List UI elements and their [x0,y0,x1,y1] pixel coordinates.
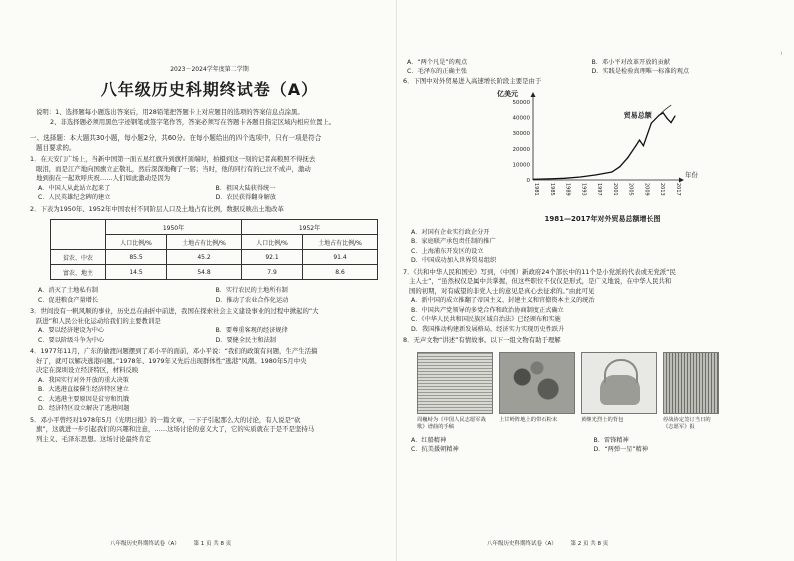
x-tick-label: 2009 [643,183,650,197]
data-point [643,145,644,146]
option-c[interactable]: C．毛泽东的正确主张 [407,68,468,76]
data-point [619,167,620,168]
question-2 [30,205,389,305]
x-axis-label: 年份 [685,171,698,180]
option-b[interactable]: B．雷锋精神 [593,436,629,444]
option-d[interactable]: D．实践是检验真理唯一标准的观点 [591,68,690,76]
page-footer: 八年级历史科期终试卷（A） 第 2 页 共 8 页 [487,541,609,547]
artifact-soil [499,352,575,432]
data-point [635,146,636,147]
section-heading [30,133,389,153]
section-line: 一、选择题：本大题共30小题，每小题2分，共60分。在每小题给出的四个选项中，只有一项是符合 [30,134,322,143]
question-text: 眼泪，而是江产地向国旗立正敬礼，然后深深地鞠了一躬；当时，他的同行有的已泣不成声，激动 [36,164,311,173]
table-col-header: 人口比例/% [106,235,167,250]
table-row [51,265,378,280]
option-d[interactable]: D．“两弹一星”精神 [593,446,648,454]
question-1 [30,155,389,203]
option-b[interactable]: B．实行农民的土地所有制 [215,287,288,295]
data-point [627,158,628,159]
question-text: 地到街在一起欢呼庆祝……人们如此激动是因为 [36,174,171,183]
land-reform-table [50,219,378,280]
table-cell: 14.5 [106,265,167,280]
newspaper-image [663,352,719,414]
option-a[interactable]: A．中国人从此站立起来了 [38,184,111,192]
data-point [674,116,675,117]
row-label: 贫农、中农 [51,250,106,265]
artifact-caption: 周巍峙为《中国人民志愿军战歌》谱曲的手稿 [417,416,486,431]
artifact-newspaper [663,352,719,432]
option-d[interactable]: D．要健全民主和法制 [215,336,276,344]
table-cell: 91.4 [303,250,378,265]
instruction-line: 2、非选择题必须用黑色字迹钢笔或签字笔作答，答案必须写在答题卡各题目指定区域内相应位置上。 [50,117,336,126]
row-label: 富农、地主 [51,265,106,280]
x-tick-label: 2013 [659,183,666,197]
data-point [564,178,565,179]
option-c[interactable]: C．人民英雄纪念碑的建立 [38,194,111,202]
table-col-header: 土地占有比例/% [167,235,242,250]
option-d[interactable]: D．经济特区设立解决了逃港问题 [38,405,130,413]
y-tick-label: 0 [526,178,530,185]
table-year-header: 1952年 [242,220,378,235]
option-a[interactable]: A．新中国的成立推翻了帝国主义、封建主义和官僚资本主义的统治 [411,297,595,305]
option-a[interactable]: A．红船精神 [411,436,447,444]
artifact-gallery [417,352,772,432]
question-text: 决定在深圳设立经济特区，材料反映 [36,366,139,375]
trade-total-line [533,113,675,179]
x-tick-label: 1981 [533,183,539,197]
artifact-caption: 上甘岭阵地上的带石粉末 [499,416,558,423]
table-cell: 54.8 [167,265,242,280]
data-point [611,172,612,173]
option-c[interactable]: C．促进粮食产量增长 [38,296,99,304]
artifact-manuscript [417,352,493,432]
data-point [663,113,664,114]
x-tick-label: 2017 [675,183,681,197]
y-tick-label: 40000 [512,116,530,123]
question-3 [30,307,389,345]
table-cell: 92.1 [242,250,303,265]
option-b[interactable]: B．邓小平对改革开放的贡献 [591,59,670,66]
data-point [532,179,533,180]
question-text: 2．下表为1950年、1952年中国农村不同阶层人口及土地占有比例，数据反映出土地改革 [30,204,284,213]
option-b[interactable]: B．大逃港直接催生经济特区建立 [38,386,129,394]
y-axis-label: 亿美元 [497,90,518,99]
x-tick-label: 1989 [564,183,571,197]
table-row [51,250,378,265]
option-b[interactable]: B．祖国大陆获得统一 [215,184,276,192]
option-d[interactable]: D．推动了农业合作化运动 [215,296,289,304]
option-c[interactable]: C．大逃港主要原因是贫穷和饥饿 [38,395,129,403]
y-tick-label: 50000 [512,100,530,107]
question-text: 旗”，这就进一步引起我们的兴趣和注意，……这场讨论的意义大了，它的实质就在于是不是坚持马 [36,425,315,434]
option-c[interactable]: C．《中华人民共和国民族区域自治法》已经颁布和实施 [411,316,561,324]
data-point [548,179,549,180]
table-cell: 7.9 [242,265,303,280]
data-point [596,175,597,176]
question-text: 国的初期，对有威望的非党人士的意见是真心去征求的。”由此可见 [409,286,595,295]
option-a[interactable]: A．要以经济建设为中心 [38,327,105,335]
exam-page-2 [397,0,794,561]
x-axis-arrow [679,178,684,183]
question-text: 好了，就可以解决逃港问题。”1978年、1979年又先后出现群体性“逃港”风潮。1980年5月中央 [36,356,307,365]
question-text: 1．在天安门广场上，当新中国第一面五星红旗升到旗杆顶端时，拍摄到这一刻的记者高粮照不得抚去 [30,155,316,164]
question-text: 列主义、毛泽东思想。这场讨论最终肯定 [36,434,152,443]
y-axis-arrow [531,92,536,97]
question-4 [30,347,389,413]
y-tick-label: 30000 [512,131,530,138]
data-point [580,177,581,178]
option-a[interactable]: A．对国有企业实行政企分开 [411,229,490,236]
data-point [667,118,668,119]
question-8 [403,336,772,455]
backpack-image [581,352,657,414]
table-year-header: 1950年 [106,220,242,235]
option-c[interactable]: C．上海浦东开发区的设立 [411,247,484,255]
trade-chart-svg [495,88,698,210]
question-text: 3．世间没有一帆风顺的事业，历史总在曲折中前进，我国在探索社会主义建设事业的过程中掀起的“大 [30,307,319,316]
chart-title: 1981—2017年对外贸易总额增长图 [544,215,661,224]
option-b[interactable]: B．要尊重客观的经济规律 [215,327,288,335]
option-a[interactable]: A．消灭了土地私有制 [38,287,98,295]
series-label: 贸易总额 [623,112,652,121]
exam-title: 八年级历史科期终试卷（A） [100,80,319,99]
data-point [651,123,652,124]
y-tick-label: 10000 [512,162,530,169]
section-line: 题目要求的。 [36,144,76,153]
question-5 [30,416,389,445]
table-corner [51,220,106,250]
table-col-header: 土地占有比例/% [303,235,378,250]
question-text: 5．邓小平曾经对1978年5月《光明日报》的一篇文章，一下子引起那么大的讨论，有人说是“砍 [30,415,301,424]
data-point [639,140,640,141]
x-tick-label: 1985 [548,183,555,197]
option-c[interactable]: C．抗美援朝精神 [411,446,459,454]
option-c[interactable]: C．要以阶级斗争为中心 [38,336,105,344]
school-year: 2023－2024学年度第二学期 [170,66,249,73]
x-tick-label: 2001 [611,183,618,197]
x-tick-label: 2005 [627,183,634,197]
option-b[interactable]: B．中国共产党领导的多党合作和政治协商制度正式确立 [411,306,564,314]
table-col-header: 人口比例/% [242,235,303,250]
soil-image [499,352,575,414]
option-d[interactable]: D．我国推动构建新发展格局，经济实力实现历史性跃升 [411,325,565,333]
table-cell: 45.2 [167,250,242,265]
option-a[interactable]: A．“两个凡是”的观点 [407,59,468,66]
y-tick-label: 20000 [512,147,530,154]
data-point [670,122,671,123]
question-6-text: 6．下图中对外贸易进入高速增长阶段主要是由于 [403,76,542,85]
trade-chart [495,88,772,214]
option-d[interactable]: D．中国成功加入世界贸易组织 [411,257,497,265]
question-text: 7．《共和中华人民和国史》写到，（中国）新政府24个部长中的11个是小党派的代表或无党派“民 [403,267,676,276]
instruction-line: 说明：1、选择题每小题选出答案后，用28铅笔把答题卡上对应题目的选项的答案信息点涂黑。 [36,108,304,116]
question-6-options [403,228,772,266]
question-text: 8．无声文物“讲述”有情故事。以下一组文物有助于理解 [403,336,561,345]
artifact-backpack [581,352,657,432]
question-text: 主人士”，“虽然权仅是属中共掌握，但这些职位不仅仅是形式，是广义地说，在中华人民共和 [409,277,672,286]
table-cell: 8.6 [303,265,378,280]
question-text: 跃进”和人民公社化运动给我们的主要教训是 [36,316,161,325]
artifact-caption: 停战协定签订当日的《志愿军》报 [663,416,711,431]
manuscript-image [417,352,493,414]
option-a[interactable]: A．我国实行对外开放的重大决策 [38,376,129,384]
series-arrow [659,106,671,116]
x-tick-label: 1997 [596,183,603,197]
instructions [36,108,389,127]
page-footer: 八年级历史科期终试卷（A） 第 1 页 共 8 页 [110,541,232,547]
table-cell: 85.5 [106,250,167,265]
question-7 [403,268,772,334]
option-d[interactable]: D．农民获得翻身解放 [215,194,276,202]
option-b[interactable]: B．家庭联产承包责任制的推广 [411,238,496,246]
margin-mark: ı [780,50,782,57]
question-text: 4．1977年11月，广东的偷渡问题摆到了邓小平的面前，邓小平说：“我们的政策有问题，生产生活搞 [30,347,318,356]
artifact-caption: 黄继光烈士的背包 [581,416,624,423]
x-tick-label: 1993 [580,183,587,197]
